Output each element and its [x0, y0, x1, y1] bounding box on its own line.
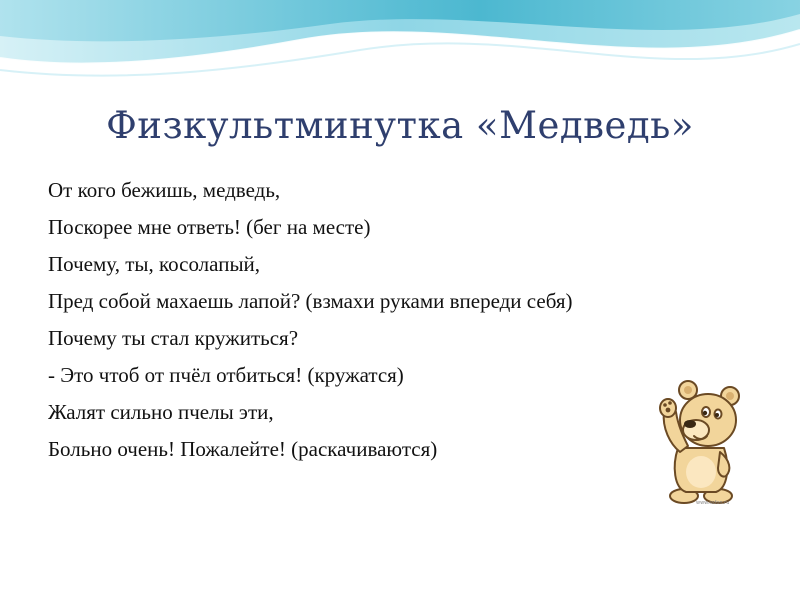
waving-bear-illustration [650, 378, 750, 508]
poem-line: От кого бежишь, медведь, [48, 178, 281, 202]
poem-line: Пред собой махаешь лапой? (взмахи руками впереди себя) [48, 289, 573, 313]
poem-line: Почему, ты, косолапый, [48, 252, 261, 276]
poem-line: Поскорее мне ответь! (бег на месте) [48, 215, 371, 239]
poem-line: Почему ты стал кружиться? [48, 326, 299, 350]
poem-text [48, 172, 748, 468]
wave-header-decoration [0, 0, 800, 110]
image-watermark: www.ssfon.ru [696, 500, 730, 506]
poem-line: Жалят сильно пчелы эти, [48, 400, 274, 424]
slide-title: Физкультминутка «Медведь» [106, 104, 694, 147]
poem-line: - Это чтоб от пчёл отбиться! (кружатся) [48, 363, 404, 387]
poem-line: Больно очень! Пожалейте! (раскачиваются) [48, 437, 438, 461]
